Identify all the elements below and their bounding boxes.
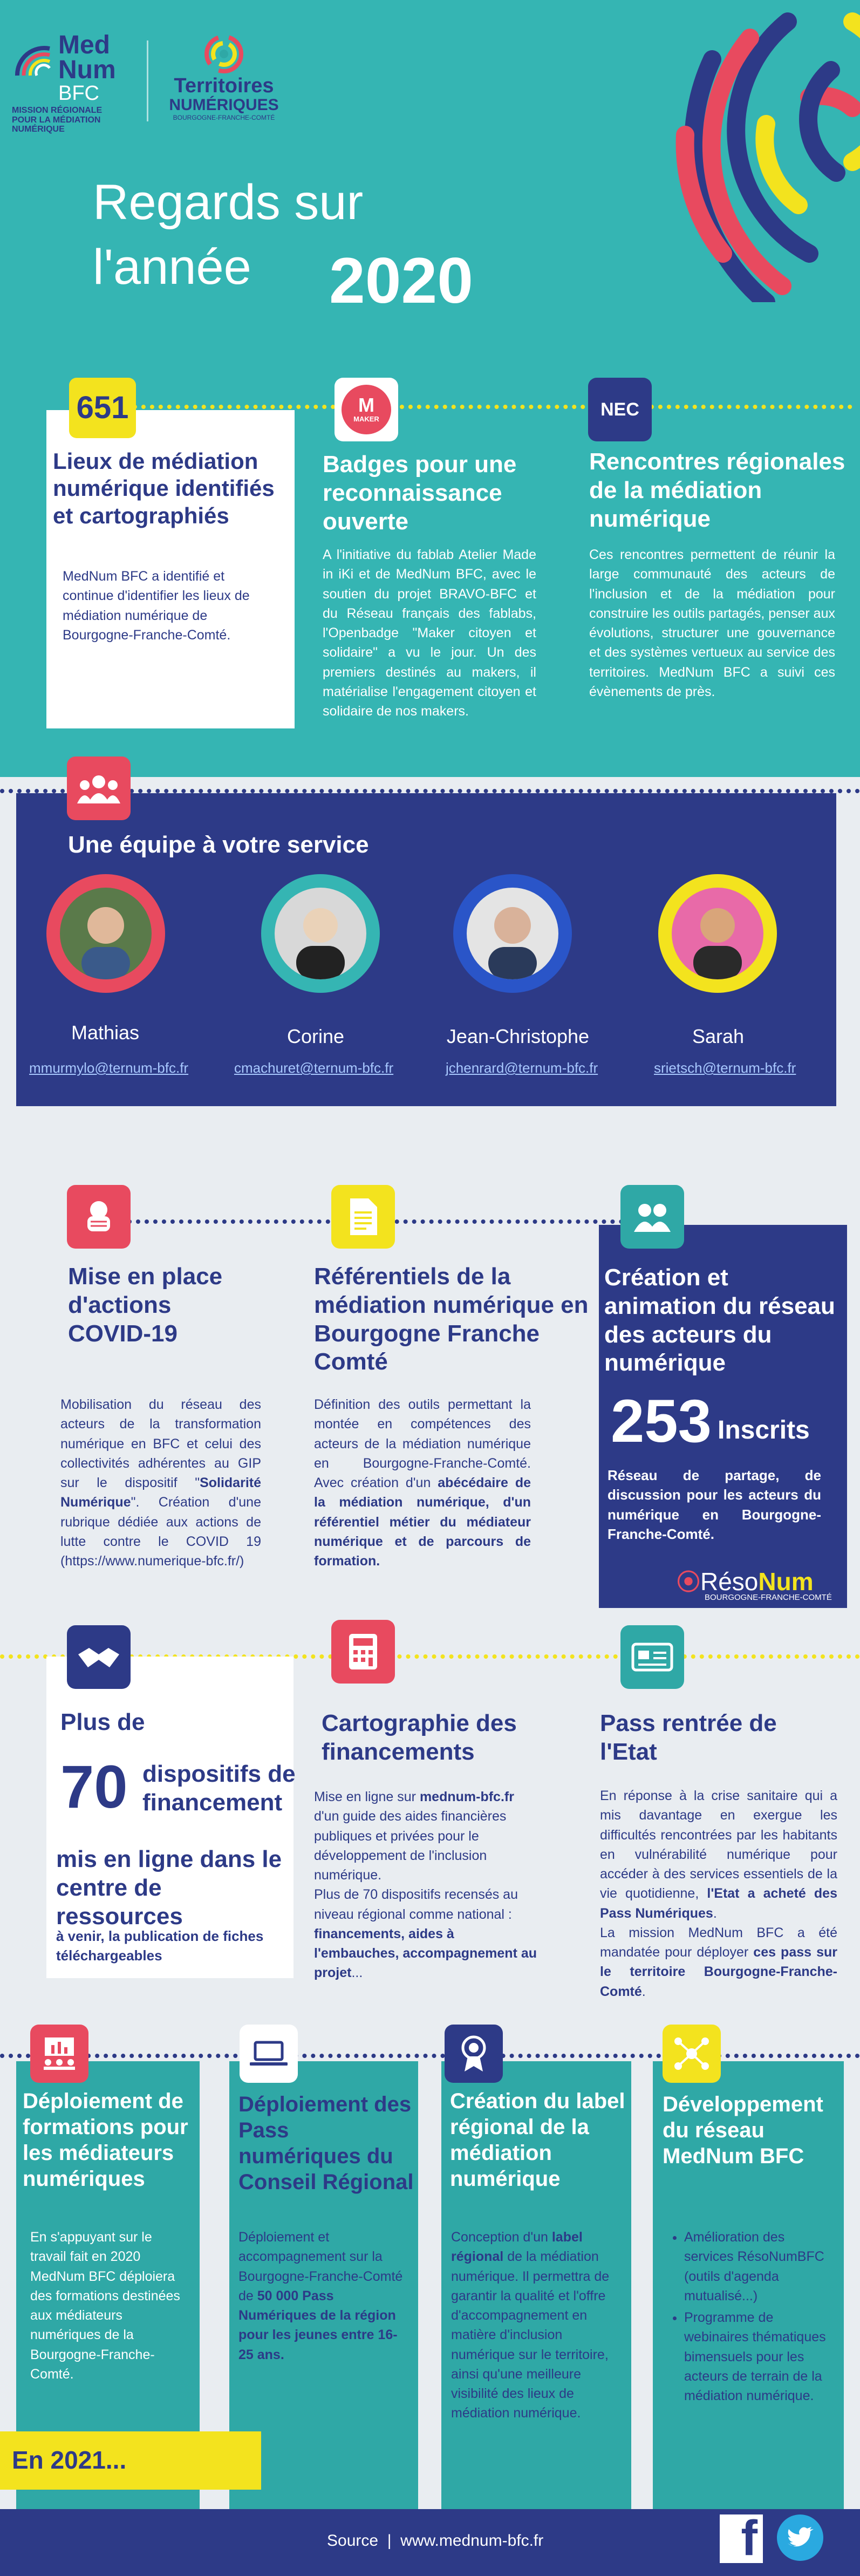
calculator-icon	[347, 1633, 379, 1671]
cartographie-text: Mise en ligne sur mednum-bfc.fr d'un guide des aides financières publiques et privées pour le développement de l'inclusion numérique. Plus de 70 dispositifs recensés au niveau régional comme national : financements, aides à l'embauches, accompagnement au projet...	[314, 1789, 537, 1981]
page-title-line1: Regards sur	[93, 175, 364, 230]
mednum-logo-bfc: BFC	[58, 82, 99, 105]
formations-text: En s'appuyant sur le travail fait en 2020 MedNum BFC déploiera des formations destinées aux médiateurs numériques de la Bourgogne-Franche-Comté.	[30, 2230, 180, 2382]
lieux-text: MedNum BFC a identifié et continue d'identifier les lieux de médiation numérique de Bourgogne-Franche-Comté.	[63, 569, 250, 643]
group-icon	[631, 1201, 674, 1233]
member-name-jean-christophe: Jean-Christophe	[446, 1025, 590, 1047]
covid-icon-tile	[67, 1185, 131, 1249]
year-2021-label: En 2021...	[12, 2446, 127, 2475]
maker-badge-icon: M MAKER	[342, 385, 391, 434]
avatar-corine	[261, 874, 380, 993]
rencontres-title: Rencontres régionales de la médiation numérique	[589, 448, 845, 532]
label-icon-tile	[445, 2025, 503, 2083]
team-icon-tile	[67, 757, 131, 820]
reseau-icon-tile	[620, 1185, 684, 1249]
referentiels-text: Définition des outils permettant la montée en compétences des acteurs de la médiation numérique en Bourgogne-Franche-Comté. Avec création d'un abécédaire de la médiation numérique, d'un référentiel métier du médiateur numérique et de parcours de formation.	[314, 1397, 531, 1569]
territoires-logo-line1: Territoires	[174, 74, 274, 97]
avatar-mathias	[46, 874, 165, 993]
page-title-line2: l'année	[93, 240, 251, 295]
member-name-corine: Corine	[286, 1025, 345, 1047]
pass-region-title: Déploiement des Pass numériques du Conseil Régional	[238, 2093, 414, 2194]
maker-badge-tile	[335, 378, 398, 441]
avatar-jean-christophe	[453, 874, 572, 993]
cartographie-icon-tile	[331, 1620, 395, 1684]
member-email-corine[interactable]: cmachuret@ternum-bfc.fr	[234, 1060, 394, 1076]
team-title: Une équipe à votre service	[68, 832, 369, 858]
decorative-arcs	[529, 0, 860, 302]
financement-title-c: mis en ligne dans le centre de ressources	[56, 1846, 282, 1930]
member-name-mathias: Mathias	[71, 1021, 140, 1044]
developpement-list	[665, 2227, 832, 2408]
rencontres-text: Ces rencontres permettent de réunir la large communauté des acteurs de l'inclusion et de la médiation pour construire les outils partagés, penser aux évolutions, structurer une gouvernance et des systèmes vertueux au service des territoires. MedNum BFC a suivi ces évènements de près.	[589, 547, 835, 699]
page-title-year: 2020	[329, 244, 473, 317]
reseau-title: Création et animation du réseau des acteurs du numérique	[604, 1264, 835, 1376]
pass-text: En réponse à la crise sanitaire qui a mis davantage en exergue les difficultés rencontrées par les habitants en vulnérabilité numérique pour accéder à des services essentiels de la vie quotidienne, l'Etat a acheté des Pass Numériques. La mission MedNum BFC a été mandatée pour déployer ces pass sur le territoire Bourgogne-Franche-Comté.	[600, 1788, 837, 1999]
resonum-logo: ⦿RésoNum BOURGOGNE-FRANCHE-COMTÉ	[677, 1568, 832, 1602]
row1-dotted-line	[124, 405, 852, 409]
logo-divider	[147, 40, 148, 121]
mednum-logo-med: Med	[58, 31, 110, 59]
footer-source[interactable]: Source | www.mednum-bfc.fr	[327, 2532, 544, 2550]
network-icon	[673, 2035, 711, 2073]
reseau-text: Réseau de partage, de discussion pour les acteurs du numérique en Bourgogne-Franche-Comté.	[608, 1467, 821, 1543]
label-title: Création du label régional de la médiation numérique	[450, 2089, 625, 2191]
covid-title: Mise en place d'actions COVID-19	[68, 1263, 223, 1347]
badge-icon	[460, 2035, 487, 2073]
lieux-number-badge	[69, 378, 136, 438]
laptop-icon	[250, 2040, 288, 2067]
pass-card-icon	[631, 1641, 674, 1673]
badges-title: Badges pour une reconnaissance ouverte	[323, 451, 517, 535]
developpement-icon-tile	[663, 2025, 721, 2083]
member-email-jean-christophe[interactable]: jchenrard@ternum-bfc.fr	[446, 1060, 598, 1076]
mednum-link[interactable]: mednum-bfc.fr	[419, 1789, 514, 1804]
financement-number: 70	[60, 1753, 128, 1821]
territoires-logo-line2: NUMÉRIQUES	[169, 96, 279, 114]
cartographie-title: Cartographie des financements	[322, 1710, 517, 1765]
list-item: • Amélioration des services RésoNumBFC (outils d'agenda mutualisé...)	[684, 2227, 832, 2306]
territoires-logo	[156, 32, 291, 130]
badges-text: A l'initiative du fablab Atelier Made in iKi et de MedNum BFC, avec le soutien du projet BRAVO-BFC et du Réseau français des fablabs, l'Openbadge "Maker citoyen et solidaire" a vu le jour. Un des premiers destinés au makers, il matérialise l'engagement citoyen et solidaire de nos makers.	[323, 547, 536, 719]
label-text: Conception d'un label régional de la médiation numérique. Il permettra de garantir la qualité et l'offre d'accompagnement en matière d'inclusion numérique sur le territoire, ainsi qu'une meilleure visibilité des lieux de médiation numérique.	[451, 2230, 610, 2421]
mask-icon	[80, 1198, 118, 1236]
list-item: • Programme de webinaires thématiques bimensuels pour les acteurs de terrain de la médiation numérique.	[684, 2308, 832, 2405]
lieux-number: 651	[76, 390, 129, 426]
reseau-number-label: Inscrits	[718, 1416, 810, 1444]
financement-note: à venir, la publication de fiches téléchargeables	[56, 1928, 264, 1964]
row4-dotted-line	[0, 2054, 860, 2058]
mednum-logo	[12, 32, 147, 135]
group-icon	[77, 772, 120, 805]
year-2021-banner	[0, 2431, 261, 2490]
formations-icon-tile	[30, 2025, 88, 2083]
financement-icon-tile	[67, 1625, 131, 1689]
pass-region-text: Déploiement et accompagnement sur la Bourgogne-Franche-Comté de 50 000 Pass Numériques de la région pour les jeunes entre 16-25 ans.	[238, 2230, 403, 2362]
member-email-sarah[interactable]: srietsch@ternum-bfc.fr	[654, 1060, 796, 1076]
pass-region-icon-tile	[240, 2025, 298, 2083]
financement-title-b: dispositifs de financement	[142, 1761, 296, 1816]
handshake-icon	[77, 1644, 120, 1671]
nec-icon-tile	[588, 378, 652, 441]
pass-title: Pass rentrée de l'Etat	[600, 1710, 777, 1765]
mednum-logo-tagline: MISSION RÉGIONALE POUR LA MÉDIATION NUMÉRIQUE	[12, 106, 103, 134]
nec-icon: NEC	[600, 399, 639, 420]
referentiels-title: Référentiels de la médiation numérique en Bourgogne Franche Comté	[314, 1263, 589, 1375]
territoires-logo-icon	[202, 32, 245, 76]
reseau-number: 253	[611, 1387, 712, 1455]
territoires-logo-tag: BOURGOGNE-FRANCHE-COMTÉ	[173, 114, 275, 121]
pass-icon-tile	[620, 1625, 684, 1689]
document-icon	[347, 1197, 379, 1236]
twitter-icon[interactable]	[777, 2514, 823, 2561]
financement-title-a: Plus de	[60, 1709, 145, 1735]
covid-text: Mobilisation du réseau des acteurs de la transformation numérique en BFC et celui des collectivités adhérentes au GIP sur le dispositif "Solidarité Numérique". Création d'une rubrique dédiée aux actions de lutte contre le COVID 19 (https://www.numerique-bfc.fr/)	[60, 1397, 261, 1569]
developpement-title: Développement du réseau MedNum BFC	[663, 2093, 823, 2168]
avatar-sarah	[658, 874, 777, 993]
member-email-mathias[interactable]: mmurmylo@ternum-bfc.fr	[29, 1060, 189, 1076]
training-icon	[40, 2036, 78, 2071]
member-name-sarah: Sarah	[692, 1025, 745, 1047]
facebook-icon[interactable]: f	[720, 2514, 763, 2563]
mednum-logo-icon	[12, 38, 55, 86]
lieux-title: Lieux de médiation numérique identifiés et cartographiés	[53, 448, 275, 528]
mednum-logo-num: Num	[58, 56, 116, 84]
referentiels-icon-tile	[331, 1185, 395, 1249]
formations-title: Déploiement de formations pour les médiateurs numériques	[23, 2089, 188, 2191]
